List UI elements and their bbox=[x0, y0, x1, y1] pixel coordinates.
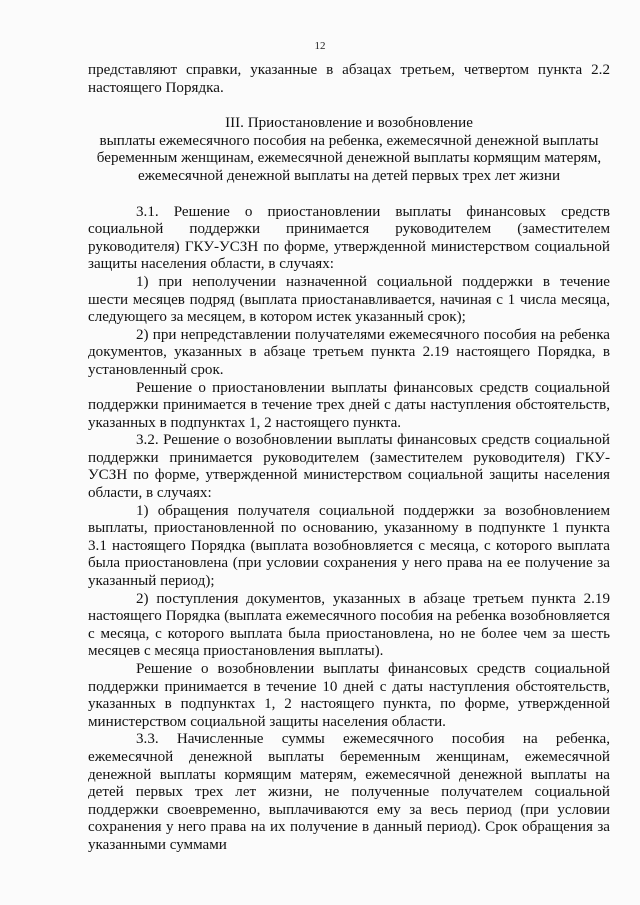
intro-paragraph: представляют справки, указанные в абзацах третьем, четвертом пункта 2.2 настоящего Порядка. bbox=[88, 62, 610, 96]
document-body bbox=[88, 62, 610, 855]
paragraph-3-1-item-2: 2) при непредставлении получателями ежемесячного пособия на ребенка документов, указанных в абзаце третьем пункта 2.19 настоящего Порядка, в установленный срок. bbox=[88, 326, 610, 378]
paragraph-3-2-decision: Решение о возобновлении выплаты финансовых средств социальной поддержки принимается в течение 10 дней с даты наступления обстоятельств, указанных в подпунктах 1, 2 настоящего пункта, по форме, утвержденной министерством социальной защиты населения области. bbox=[88, 661, 610, 730]
section-subtitle-line: беременным женщинам, ежемесячной денежной выплаты кормящим матерям, bbox=[96, 150, 602, 167]
section-heading bbox=[88, 115, 610, 185]
page-number: 12 bbox=[314, 40, 326, 52]
section-title: III. Приостановление и возобновление bbox=[225, 115, 473, 132]
section-subtitle-line: выплаты ежемесячного пособия на ребенка, ежемесячной денежной выплаты bbox=[99, 132, 599, 149]
paragraph-3-2-item-1: 1) обращения получателя социальной поддержки за возобновлением выплаты, приостановленной по основанию, указанному в подпункте 1 пункта 3.1 настоящего Порядка (выплата возобновляется с месяца, с которого выплата была приостановлена (при условии сохранения у него права на ее получение за указанный период); bbox=[88, 502, 610, 590]
paragraph-3-1-item-1: 1) при неполучении назначенной социальной поддержки в течение шести месяцев подряд (выплата приостанавливается, начиная с 1 числа месяца, следующего за месяцем, в котором истек указанный срок); bbox=[88, 273, 610, 326]
paragraph-3-2-item-2: 2) поступления документов, указанных в абзаце третьем пункта 2.19 настоящего Порядка (выплата ежемесячного пособия на ребенка возобновляется с месяца, с которого выплата была приостановлена, но не более чем за шесть месяцев с месяца приостановления выплаты). bbox=[88, 590, 610, 660]
paragraph-3-1-decision: Решение о приостановлении выплаты финансовых средств социальной поддержки принимается в течение трех дней с даты наступления обстоятельств, указанных в подпунктах 1, 2 настоящего пункта. bbox=[88, 379, 610, 431]
paragraph-3-3: 3.3. Начисленные суммы ежемесячного пособия на ребенка, ежемесячной денежной выплаты беременным женщинам, ежемесячной денежной выплаты кормящим матерям, ежемесячной денежной выплаты на детей первых трех лет жизни, не полученные получателем социальной поддержки своевременно, выплачиваются ему за весь период (при условии сохранения у него права на их получение в данный период). Срок обращения за указанными суммами bbox=[88, 731, 610, 853]
paragraph-3-2: 3.2. Решение о возобновлении выплаты финансовых средств социальной поддержки принимается руководителем (заместителем руководителя) ГКУ-УСЗН по форме, утвержденной министерством социальной защиты населения области, в случаях: bbox=[88, 432, 610, 502]
section-subtitle-line: ежемесячной денежной выплаты на детей первых трех лет жизни bbox=[137, 167, 561, 184]
paragraph-3-1: 3.1. Решение о приостановлении выплаты финансовых средств социальной поддержки принимается руководителем (заместителем руководителя) ГКУ-УСЗН по форме, утвержденной министерством социальной защиты населения области, в случаях: bbox=[88, 203, 610, 273]
